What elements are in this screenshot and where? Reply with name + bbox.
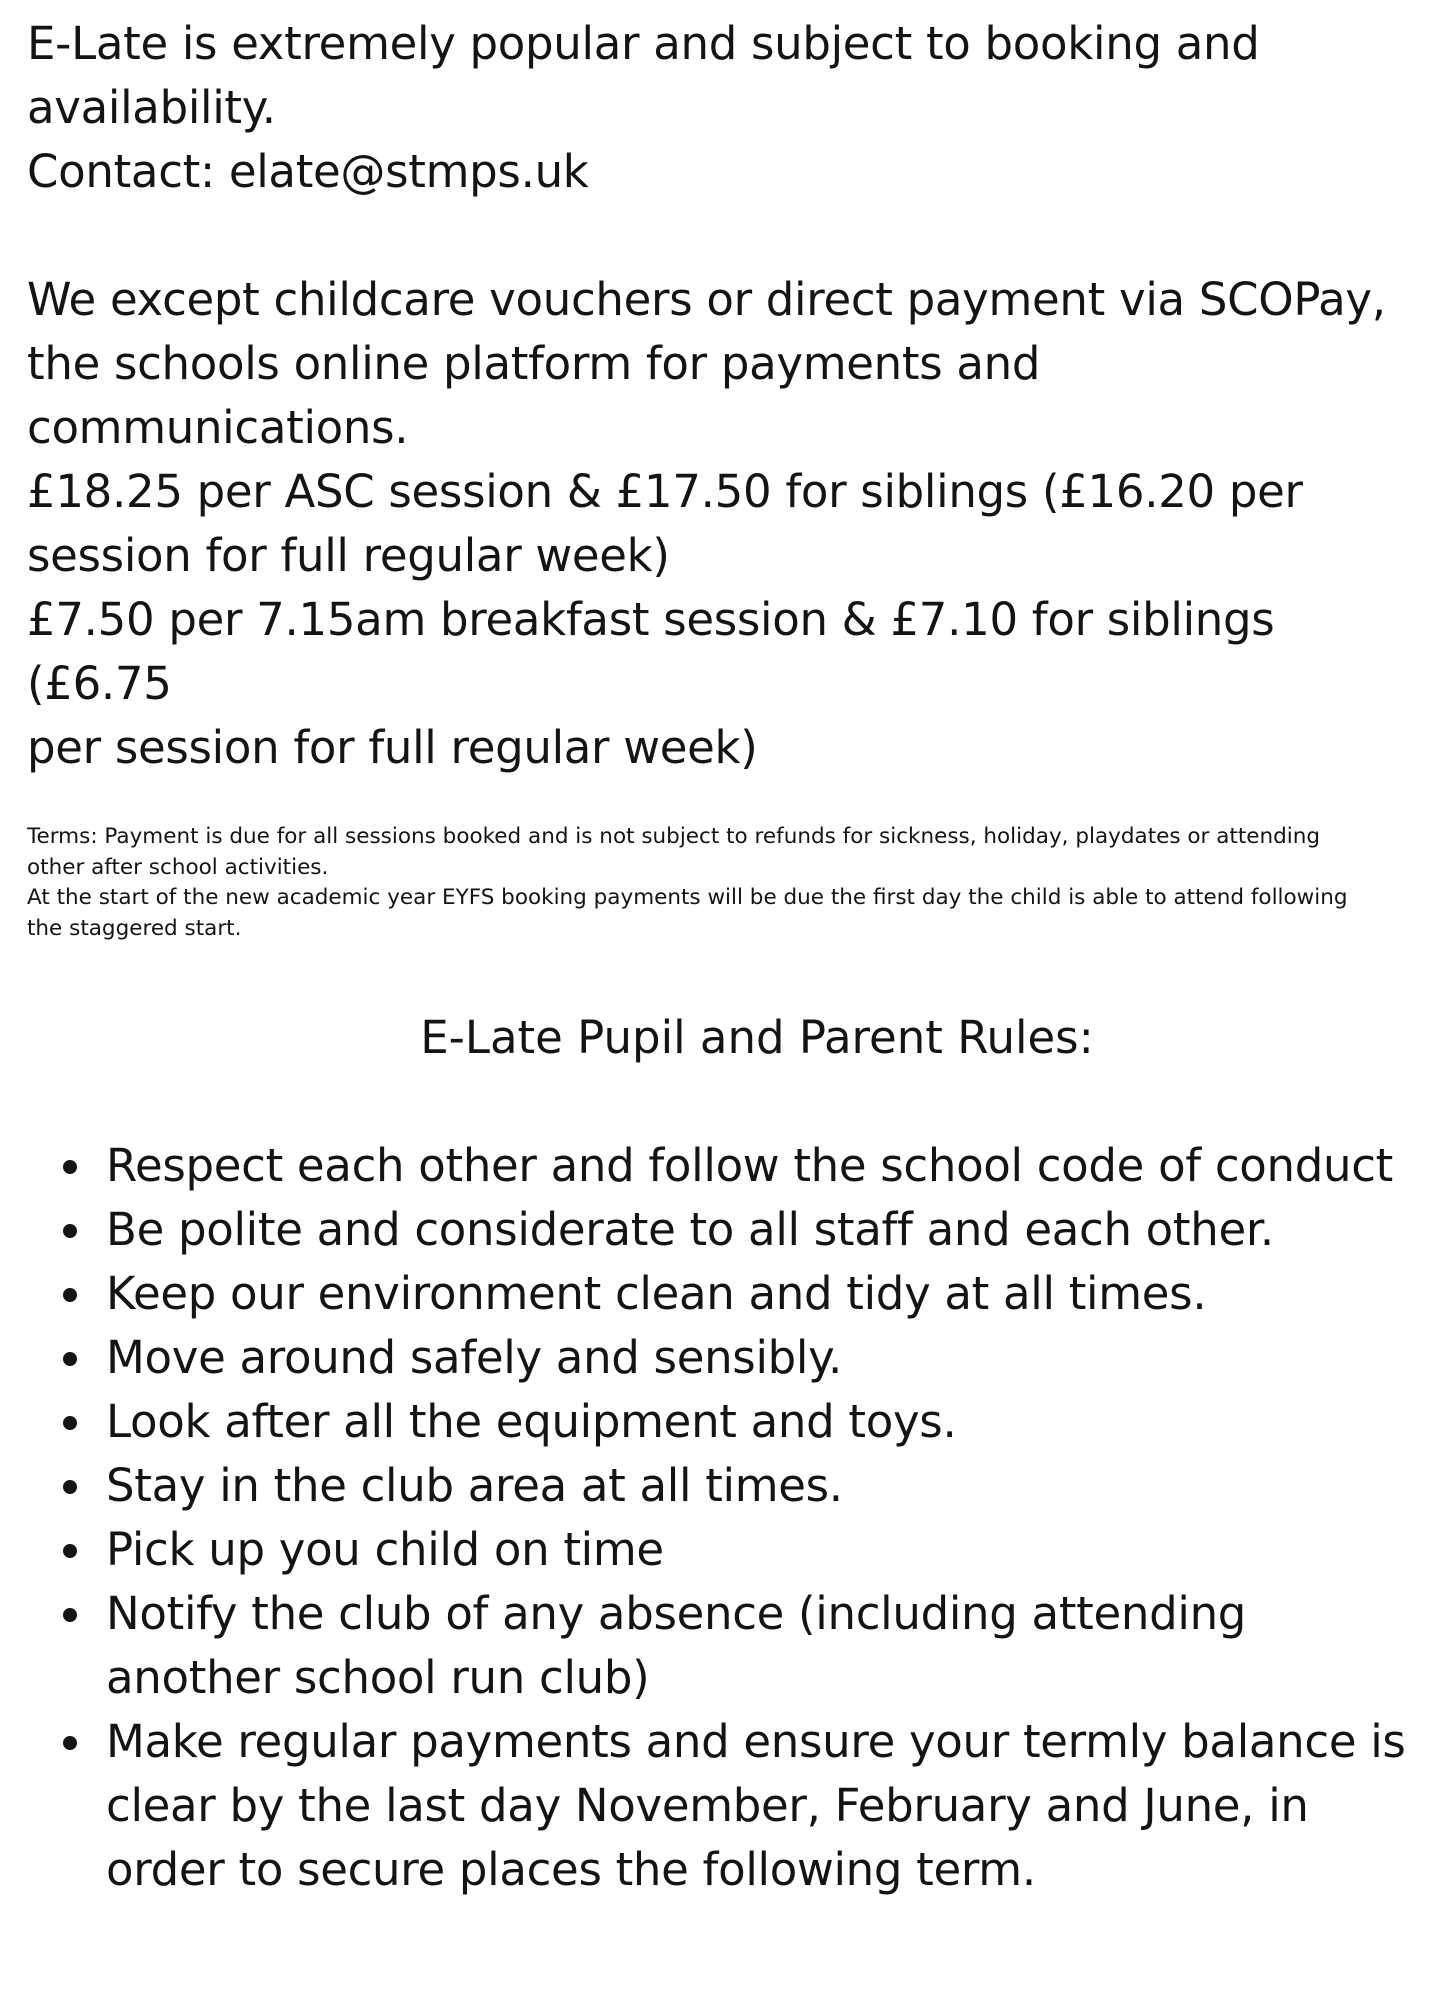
rule-item [27,1518,1419,1582]
rule-item [27,1326,1419,1390]
payment-line: We except childcare vouchers or direct payment via SCOPay, [27,273,1386,326]
rule-item [27,1390,1419,1454]
bullet-icon [63,1160,77,1174]
payment-line: the schools online platform for payments and [27,337,1041,390]
terms-line: At the start of the new academic year EYFS booking payments will be due the first day the child is able to attend following [27,885,1348,910]
intro-section [27,12,1419,204]
rule-item [27,1262,1419,1326]
bullet-icon [63,1608,77,1622]
terms-line: Terms: Payment is due for all sessions booked and is not subject to refunds for sickness, holiday, playdates or attending [27,824,1320,849]
contact-line: Contact: elate@stmps.uk [27,145,589,198]
rule-text-line: Be polite and considerate to all staff and each other. [106,1203,1274,1256]
rule-text-line: clear by the last day November, February and June, in [106,1779,1309,1832]
rule-text-line: Notify the club of any absence (including attending [106,1587,1247,1640]
bullet-icon [63,1352,77,1366]
payment-section [27,268,1419,780]
rule-item [27,1134,1419,1198]
payment-line: communications. [27,401,409,454]
bullet-icon [63,1480,77,1494]
bullet-icon [63,1288,77,1302]
bullet-icon [63,1416,77,1430]
rule-text-line: Respect each other and follow the school code of conduct [106,1139,1394,1192]
asc-price-line: session for full regular week) [27,529,670,582]
rule-text-line: Make regular payments and ensure your termly balance is [106,1715,1406,1768]
rule-text-line: Pick up you child on time [106,1523,664,1576]
bullet-icon [63,1224,77,1238]
intro-line: availability. [27,81,276,134]
rule-item [27,1582,1419,1710]
rule-text-line: Keep our environment clean and tidy at all times. [106,1267,1207,1320]
breakfast-price-line: £7.50 per 7.15am breakfast session & £7.10 for siblings (£6.75 [27,593,1275,710]
intro-line: E-Late is extremely popular and subject to booking and [27,17,1260,70]
breakfast-price-line: per session for full regular week) [27,721,758,774]
rules-list [27,1134,1419,1902]
document-page [27,12,1419,1902]
bullet-icon [63,1544,77,1558]
rule-text-line: Look after all the equipment and toys. [106,1395,957,1448]
rule-text-line: Stay in the club area at all times. [106,1459,843,1512]
bullet-icon [63,1736,77,1750]
rule-item [27,1710,1419,1902]
rule-item [27,1454,1419,1518]
rules-heading: E-Late Pupil and Parent Rules: [420,1011,1094,1064]
rule-text-line: order to secure places the following term. [106,1843,1036,1896]
asc-price-line: £18.25 per ASC session & £17.50 for siblings (£16.20 per [27,465,1303,518]
terms-line: other after school activities. [27,854,329,880]
terms-section [27,822,1419,944]
terms-line: the staggered start. [27,915,242,941]
rule-item [27,1198,1419,1262]
rule-text-line: another school run club) [106,1651,650,1704]
rule-text-line: Move around safely and sensibly. [106,1331,843,1384]
